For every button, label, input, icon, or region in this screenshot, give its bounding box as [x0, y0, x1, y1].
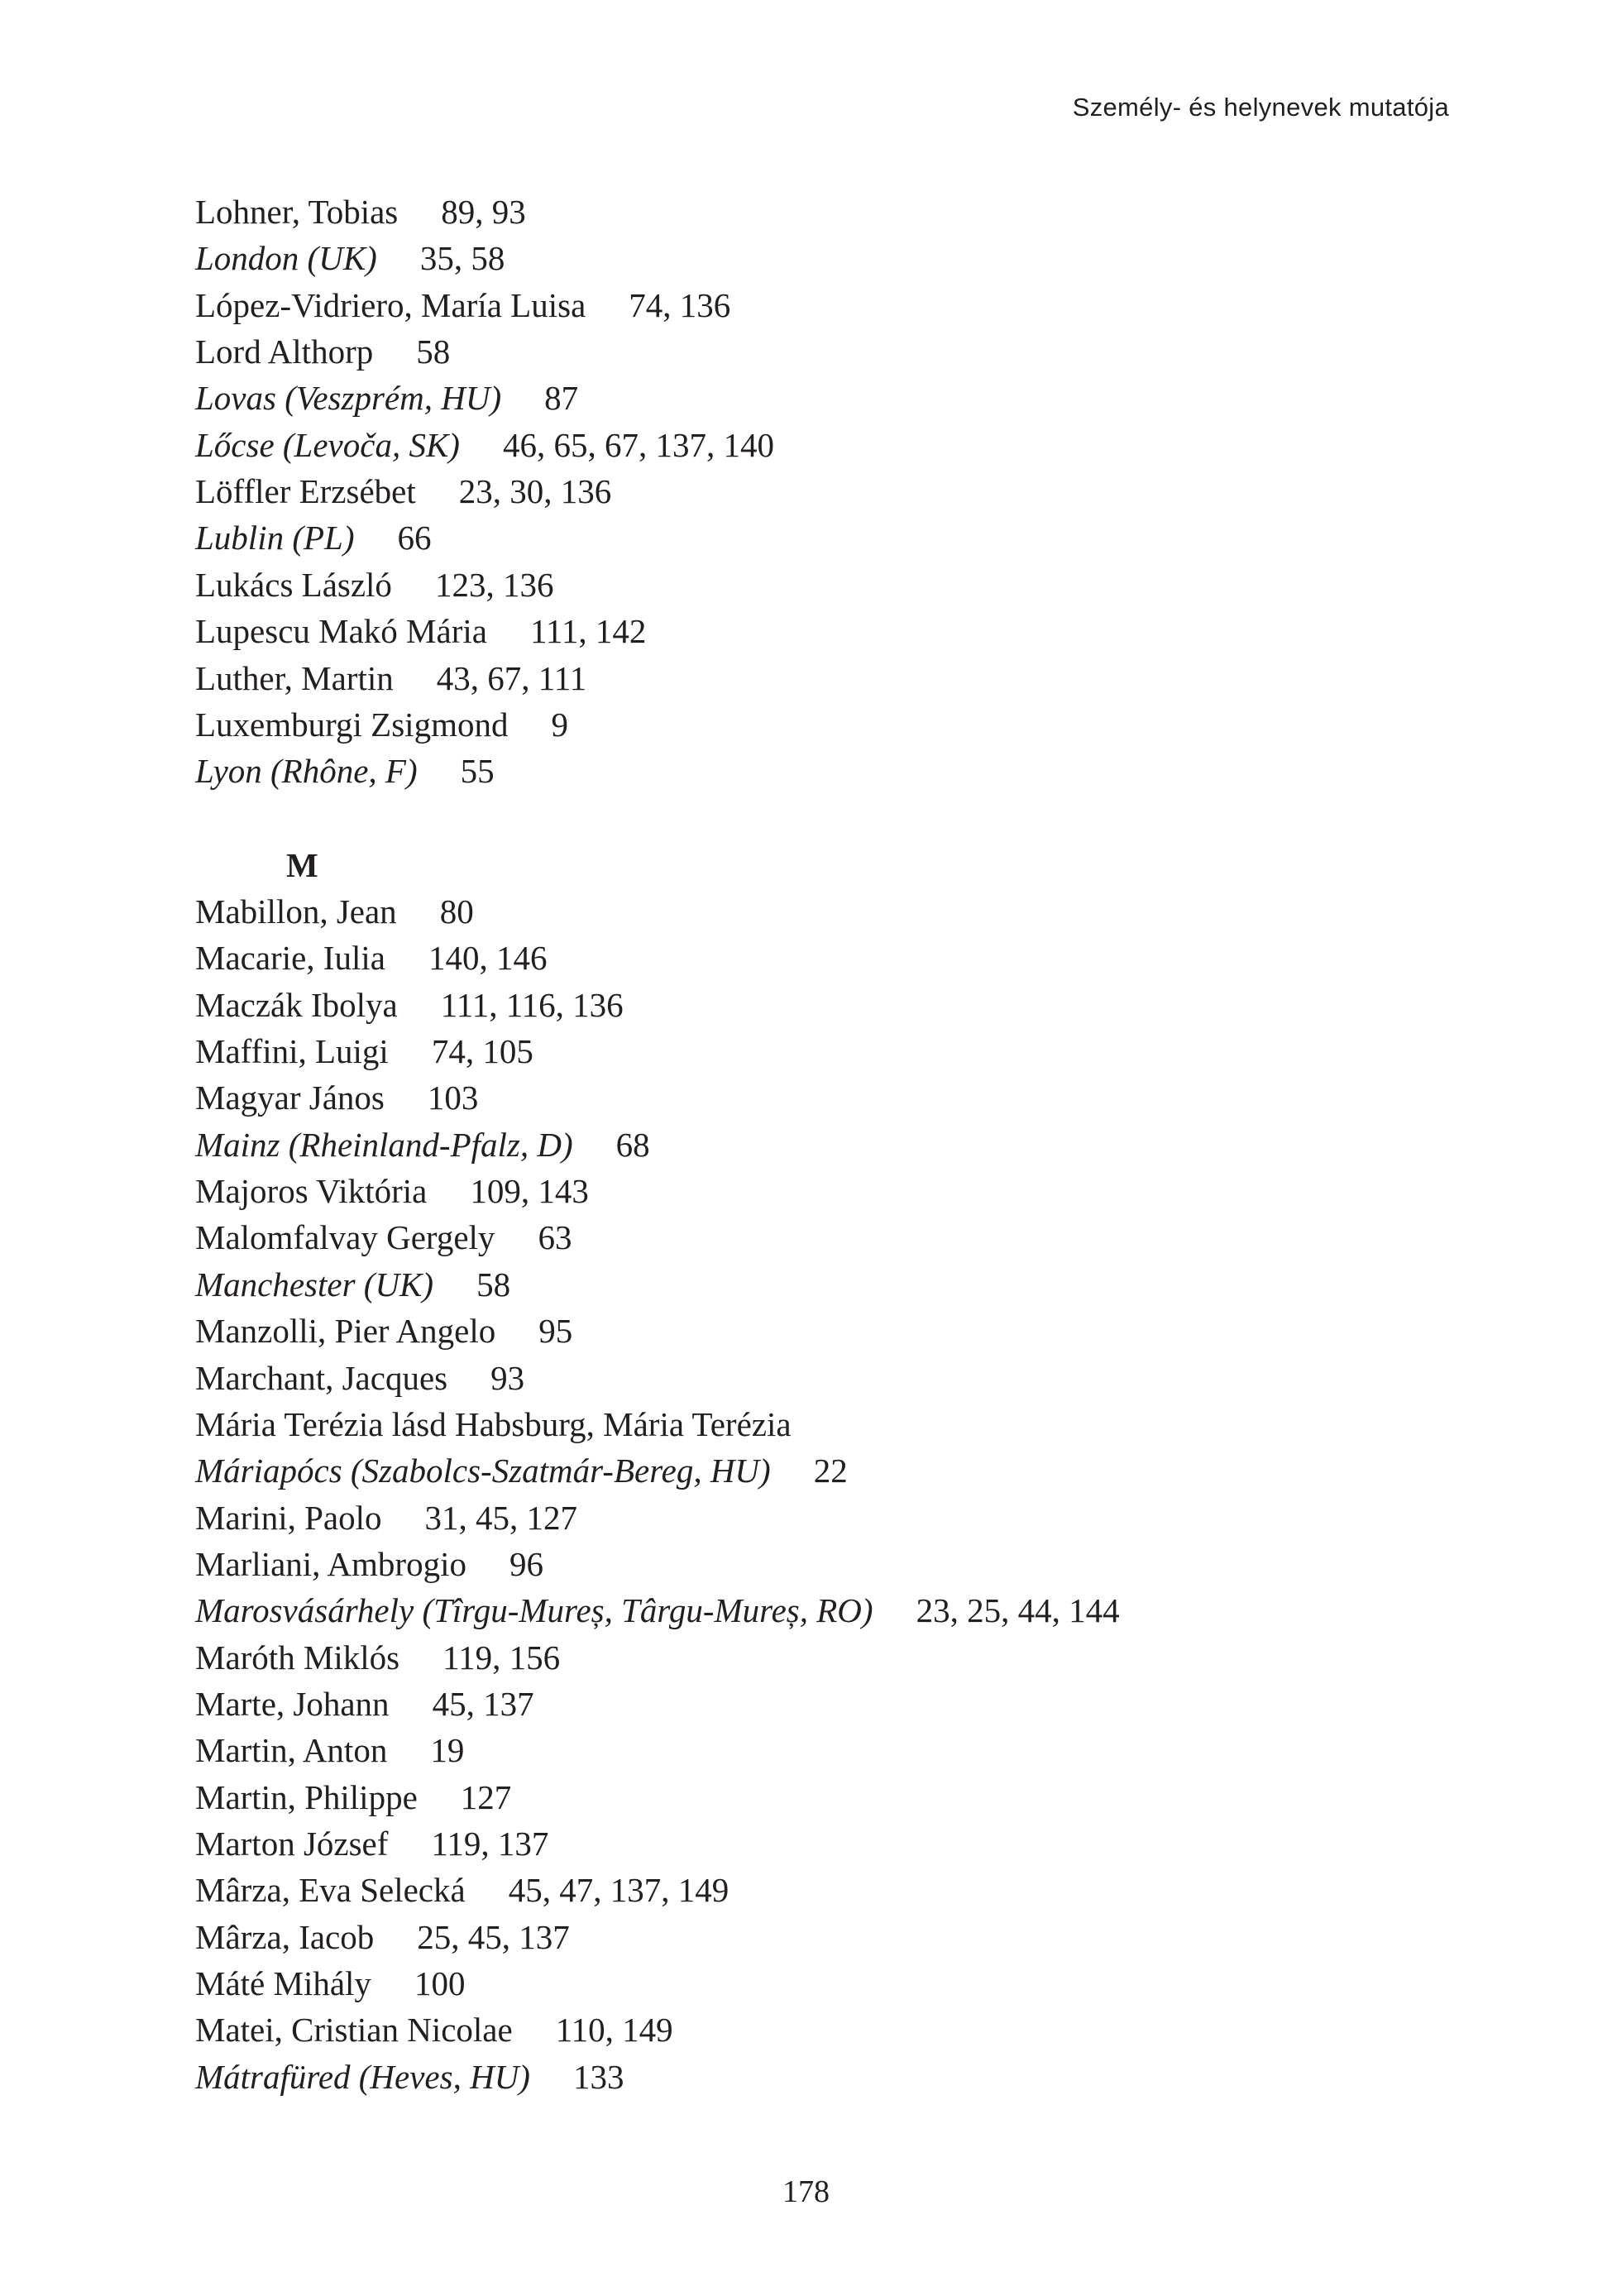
index-entry: [195, 1960, 465, 2007]
index-entry: [195, 189, 526, 235]
entry-page-refs: 19: [430, 1731, 465, 1770]
index-entry: [195, 468, 611, 514]
index-entry: [195, 1587, 1120, 1634]
entry-person-name: Máté Mihály: [195, 1964, 371, 2003]
entry-person-name: Mârza, Eva Selecká: [195, 1871, 466, 1910]
index-entry: [195, 514, 432, 561]
index-entry: [195, 1774, 511, 1820]
entry-page-refs: 95: [538, 1312, 573, 1351]
index-entry: [195, 1681, 534, 1727]
entry-page-refs: 119, 137: [431, 1825, 549, 1863]
entry-page-refs: 89, 93: [441, 193, 526, 231]
index-entry: [195, 1028, 533, 1074]
entry-page-refs: 23, 25, 44, 144: [916, 1591, 1120, 1630]
entry-page-refs: 140, 146: [428, 939, 548, 978]
index-entry: [195, 1168, 589, 1214]
entry-page-refs: 9: [551, 705, 568, 744]
entry-place-name: Manchester (UK): [195, 1265, 434, 1303]
entry-place-name: Lyon (Rhône, F): [195, 752, 418, 791]
entry-page-refs: 109, 143: [470, 1172, 589, 1211]
entry-page-refs: 127: [460, 1777, 512, 1816]
entry-person-name: Majoros Viktória: [195, 1172, 428, 1211]
index-entry: [195, 888, 474, 935]
entry-page-refs: 96: [509, 1544, 543, 1583]
entry-place-name: Máriapócs (Szabolcs-Szatmár-Bereg, HU): [195, 1452, 771, 1490]
entry-page-refs: 46, 65, 67, 137, 140: [502, 425, 774, 464]
entry-person-name: Löffler Erzsébet: [195, 472, 416, 511]
entry-page-refs: 74, 136: [629, 285, 731, 324]
entry-page-refs: 58: [416, 332, 451, 371]
index-entry: [195, 701, 568, 748]
entry-page-refs: 63: [538, 1218, 572, 1257]
index-entry: [195, 422, 774, 468]
entry-person-name: Macarie, Iulia: [195, 939, 385, 978]
index-entry: [195, 1074, 478, 1121]
index-entry: [195, 328, 450, 375]
entry-person-name: Mabillon, Jean: [195, 892, 397, 930]
entry-place-name: Mainz (Rheinland-Pfalz, D): [195, 1125, 573, 1164]
entry-page-refs: 93: [490, 1358, 525, 1397]
entry-person-name: Marchant, Jacques: [195, 1358, 448, 1397]
entry-page-refs: 74, 105: [431, 1032, 533, 1071]
index-entry: [195, 1401, 792, 1447]
index-entry: [195, 282, 730, 328]
entry-person-name: Luther, Martin: [195, 658, 394, 697]
index-entry: [195, 748, 495, 794]
entry-person-name: Mária Terézia lásd Habsburg, Mária Terézia: [195, 1404, 792, 1443]
entry-person-name: Marini, Paolo: [195, 1498, 382, 1537]
index-entry: [195, 1355, 524, 1401]
index-entry: [195, 1122, 650, 1168]
entry-person-name: Marton József: [195, 1825, 389, 1863]
entry-person-name: Lukács László: [195, 565, 392, 604]
running-head: Személy- és helynevek mutatója: [1072, 93, 1449, 122]
entry-place-name: Lőcse (Levoča, SK): [195, 425, 460, 464]
entry-place-name: Marosvásárhely (Tîrgu-Mureș, Târgu-Mureș, RO): [195, 1591, 873, 1630]
index-entry: [195, 935, 547, 981]
page-number: 178: [782, 2174, 830, 2209]
entry-place-name: London (UK): [195, 239, 377, 278]
entry-page-refs: 25, 45, 137: [417, 1917, 570, 1956]
entry-page-refs: 45, 137: [432, 1684, 534, 1723]
section-letter-m: M: [286, 846, 318, 884]
entry-page-refs: 35, 58: [419, 239, 505, 278]
index-entry: [195, 1308, 572, 1354]
entry-page-refs: 111, 142: [529, 612, 647, 651]
index-entry: [195, 1867, 729, 1913]
entry-page-refs: 123, 136: [434, 565, 554, 604]
entry-page-refs: 110, 149: [555, 2011, 673, 2050]
index-entry: [195, 1820, 548, 1867]
entry-page-refs: 100: [414, 1964, 466, 2003]
entry-page-refs: 87: [544, 379, 579, 418]
entry-person-name: Mârza, Iacob: [195, 1917, 375, 1956]
entry-person-name: Maczák Ibolya: [195, 985, 398, 1024]
entry-place-name: Lovas (Veszprém, HU): [195, 379, 502, 418]
entry-person-name: López-Vidriero, María Luisa: [195, 285, 586, 324]
entry-person-name: Maróth Miklós: [195, 1638, 400, 1677]
entry-person-name: Marte, Johann: [195, 1684, 390, 1723]
entry-page-refs: 31, 45, 127: [424, 1498, 577, 1537]
entry-page-refs: 103: [427, 1079, 479, 1117]
index-entry: [195, 608, 646, 654]
entry-person-name: Matei, Cristian Nicolae: [195, 2011, 513, 2050]
index-entry: [195, 1261, 510, 1308]
index-entry: [195, 1914, 570, 1960]
entry-page-refs: 45, 47, 137, 149: [508, 1871, 729, 1910]
entry-page-refs: 80: [439, 892, 474, 930]
entry-page-refs: 55: [460, 752, 495, 791]
entry-person-name: Lupescu Makó Mária: [195, 612, 487, 651]
entry-person-name: Malomfalvay Gergely: [195, 1218, 495, 1257]
index-entry: [195, 655, 586, 701]
entry-page-refs: 133: [572, 2057, 624, 2096]
entry-person-name: Lohner, Tobias: [195, 193, 399, 231]
entry-person-name: Maffini, Luigi: [195, 1032, 389, 1071]
entry-page-refs: 66: [397, 519, 432, 557]
index-entry: [195, 1727, 464, 1773]
index-entry: [195, 1214, 572, 1260]
index-entry: [195, 982, 624, 1028]
entry-person-name: Magyar János: [195, 1079, 385, 1117]
entry-person-name: Martin, Philippe: [195, 1777, 418, 1816]
index-entry: [195, 1634, 560, 1681]
entry-person-name: Lord Althorp: [195, 332, 374, 371]
index-entry: [195, 235, 505, 281]
index-entry: [195, 1495, 577, 1541]
index-entry: [195, 2007, 673, 2053]
entry-page-refs: 119, 156: [442, 1638, 561, 1677]
entry-page-refs: 23, 30, 136: [458, 472, 612, 511]
index-entry: [195, 562, 553, 608]
entry-person-name: Martin, Anton: [195, 1731, 388, 1770]
entry-person-name: Luxemburgi Zsigmond: [195, 705, 509, 744]
index-entry: [195, 375, 578, 421]
entry-person-name: Marliani, Ambrogio: [195, 1544, 466, 1583]
entry-page-refs: 58: [476, 1265, 511, 1303]
entry-page-refs: 111, 116, 136: [440, 985, 624, 1024]
entry-page-refs: 43, 67, 111: [436, 658, 587, 697]
entry-place-name: Mátrafüred (Heves, HU): [195, 2057, 530, 2096]
entry-page-refs: 22: [813, 1452, 848, 1490]
entry-person-name: Manzolli, Pier Angelo: [195, 1312, 496, 1351]
entry-place-name: Lublin (PL): [195, 519, 355, 557]
index-entry: [195, 1541, 543, 1587]
index-entry: [195, 1447, 848, 1494]
entry-page-refs: 68: [615, 1125, 650, 1164]
index-entry: [195, 2054, 624, 2100]
